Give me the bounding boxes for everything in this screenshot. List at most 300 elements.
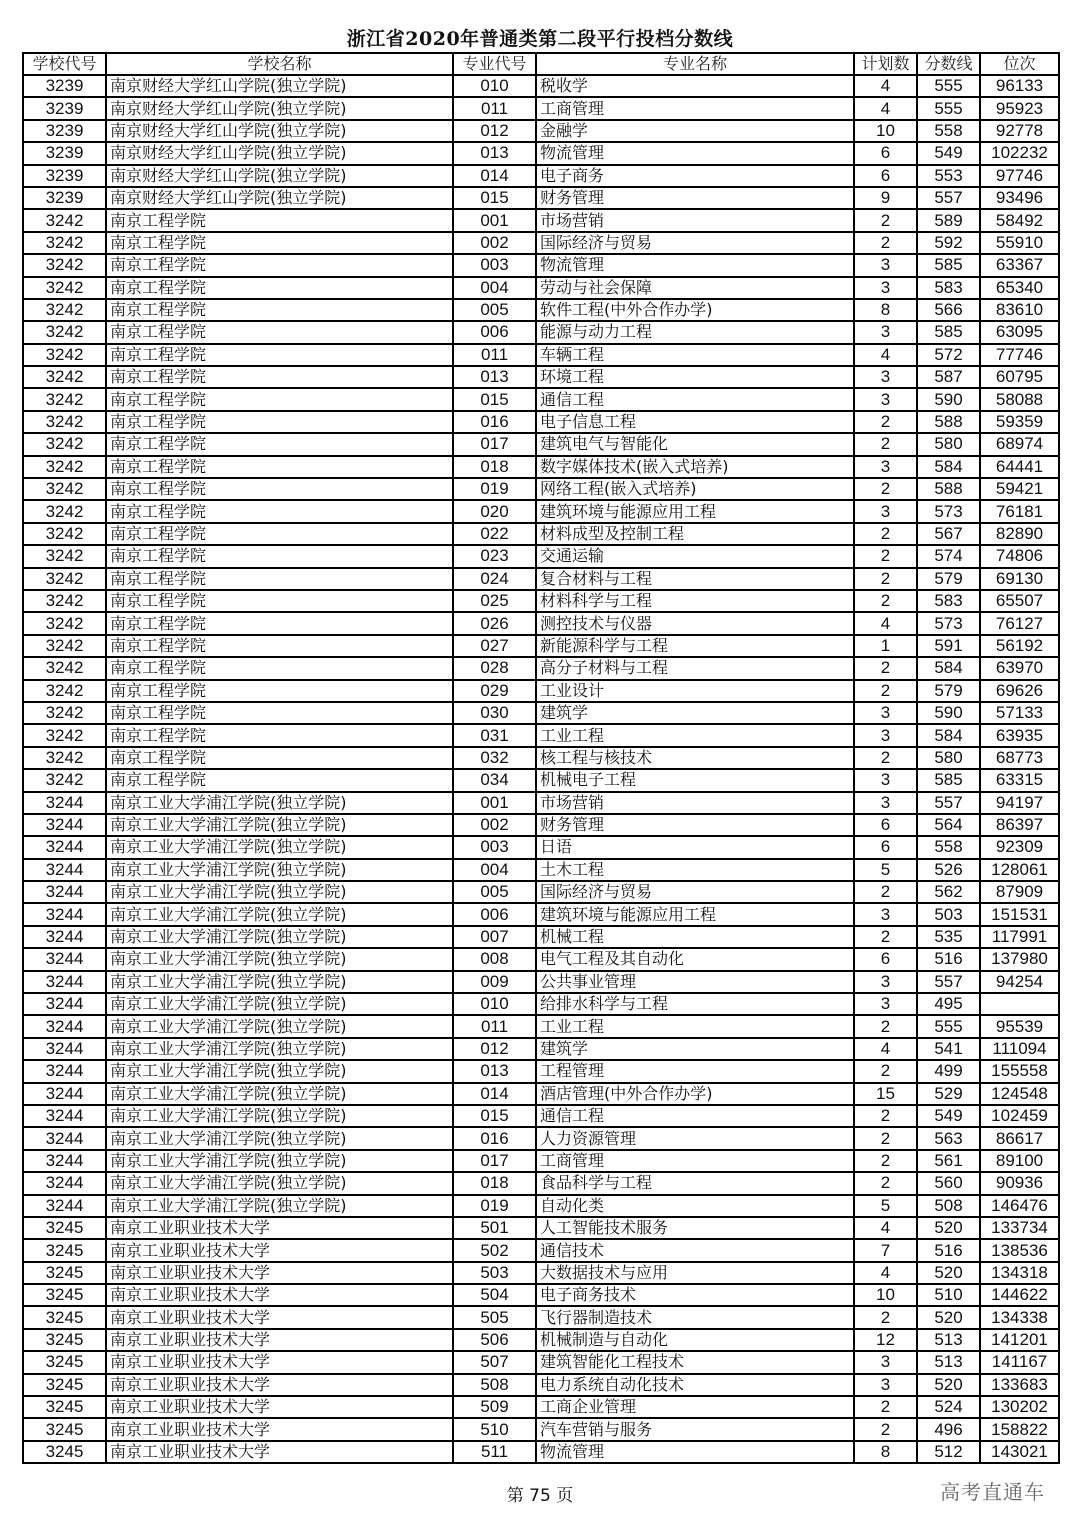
major-code-cell: 002 <box>453 814 536 836</box>
major-code-cell: 015 <box>453 1105 536 1127</box>
plan-count-cell: 4 <box>854 612 917 634</box>
plan-count-cell: 2 <box>854 881 917 903</box>
table-row <box>23 881 1059 903</box>
school-name-cell: 南京工业职业技术大学 <box>106 1418 453 1440</box>
major-code-cell: 003 <box>453 254 536 276</box>
plan-count-cell: 2 <box>854 478 917 500</box>
major-name-cell: 人力资源管理 <box>536 1127 854 1149</box>
score-line-cell: 524 <box>917 1396 980 1418</box>
rank-cell: 69130 <box>980 568 1059 590</box>
major-name-cell: 食品科学与工程 <box>536 1172 854 1194</box>
major-name-cell: 工程管理 <box>536 1060 854 1082</box>
table-row <box>23 165 1059 187</box>
table-row <box>23 277 1059 299</box>
major-name-cell: 公共事业管理 <box>536 971 854 993</box>
rank-cell: 92778 <box>980 120 1059 142</box>
major-code-cell: 006 <box>453 903 536 925</box>
school-code-cell: 3244 <box>23 792 106 814</box>
school-code-cell: 3242 <box>23 657 106 679</box>
school-name-cell: 南京工程学院 <box>106 590 453 612</box>
score-line-cell: 558 <box>917 836 980 858</box>
rank-cell: 137980 <box>980 948 1059 970</box>
school-name-cell: 南京工程学院 <box>106 209 453 231</box>
score-line-cell: 562 <box>917 881 980 903</box>
rank-cell: 58492 <box>980 209 1059 231</box>
school-name-cell: 南京工程学院 <box>106 388 453 410</box>
major-name-cell: 工商管理 <box>536 1150 854 1172</box>
major-code-cell: 005 <box>453 299 536 321</box>
major-code-cell: 007 <box>453 926 536 948</box>
school-code-cell: 3244 <box>23 814 106 836</box>
major-name-cell: 通信工程 <box>536 388 854 410</box>
major-code-cell: 032 <box>453 747 536 769</box>
school-name-cell: 南京工程学院 <box>106 321 453 343</box>
score-line-cell: 572 <box>917 344 980 366</box>
plan-count-cell: 2 <box>854 657 917 679</box>
school-name-cell: 南京工程学院 <box>106 433 453 455</box>
school-name-cell: 南京工程学院 <box>106 344 453 366</box>
table-row <box>23 1127 1059 1149</box>
school-name-cell: 南京工程学院 <box>106 747 453 769</box>
major-name-cell: 能源与动力工程 <box>536 321 854 343</box>
rank-cell: 130202 <box>980 1396 1059 1418</box>
major-name-cell: 金融学 <box>536 120 854 142</box>
school-name-cell: 南京工业职业技术大学 <box>106 1284 453 1306</box>
school-code-cell: 3242 <box>23 545 106 567</box>
plan-count-cell: 6 <box>854 948 917 970</box>
plan-count-cell: 2 <box>854 1306 917 1328</box>
school-name-cell: 南京工业职业技术大学 <box>106 1374 453 1396</box>
major-name-cell: 财务管理 <box>536 814 854 836</box>
rank-cell: 57133 <box>980 702 1059 724</box>
major-name-cell: 日语 <box>536 836 854 858</box>
major-name-cell: 电子信息工程 <box>536 411 854 433</box>
table-body <box>23 75 1059 1463</box>
school-name-cell: 南京工业大学浦江学院(独立学院) <box>106 792 453 814</box>
major-code-cell: 004 <box>453 277 536 299</box>
rank-cell: 63935 <box>980 724 1059 746</box>
plan-count-cell: 4 <box>854 1038 917 1060</box>
table-row <box>23 411 1059 433</box>
school-name-cell: 南京工程学院 <box>106 411 453 433</box>
score-line-cell: 585 <box>917 321 980 343</box>
table-row <box>23 366 1059 388</box>
score-line-cell: 508 <box>917 1195 980 1217</box>
rank-cell: 68974 <box>980 433 1059 455</box>
score-line-cell: 588 <box>917 478 980 500</box>
major-name-cell: 物流管理 <box>536 1441 854 1463</box>
score-line-cell: 560 <box>917 1172 980 1194</box>
score-line-cell: 510 <box>917 1284 980 1306</box>
major-code-cell: 023 <box>453 545 536 567</box>
school-code-cell: 3242 <box>23 612 106 634</box>
rank-cell: 146476 <box>980 1195 1059 1217</box>
table-row <box>23 993 1059 1015</box>
school-code-cell: 3239 <box>23 165 106 187</box>
major-name-cell: 飞行器制造技术 <box>536 1306 854 1328</box>
rank-cell: 59421 <box>980 478 1059 500</box>
major-name-cell: 机械电子工程 <box>536 769 854 791</box>
major-name-cell: 财务管理 <box>536 187 854 209</box>
major-name-cell: 高分子材料与工程 <box>536 657 854 679</box>
school-name-cell: 南京工程学院 <box>106 478 453 500</box>
score-line-cell: 561 <box>917 1150 980 1172</box>
school-code-cell: 3242 <box>23 702 106 724</box>
plan-count-cell: 3 <box>854 321 917 343</box>
school-code-cell: 3239 <box>23 75 106 97</box>
table-row <box>23 926 1059 948</box>
score-line-cell: 503 <box>917 903 980 925</box>
score-line-cell: 520 <box>917 1374 980 1396</box>
table-row <box>23 523 1059 545</box>
major-name-cell: 市场营销 <box>536 792 854 814</box>
plan-count-cell: 4 <box>854 1217 917 1239</box>
school-code-cell: 3242 <box>23 680 106 702</box>
rank-cell: 93496 <box>980 187 1059 209</box>
plan-count-cell: 2 <box>854 590 917 612</box>
school-name-cell: 南京工业大学浦江学院(独立学院) <box>106 1038 453 1060</box>
school-name-cell: 南京工业大学浦江学院(独立学院) <box>106 1083 453 1105</box>
plan-count-cell: 10 <box>854 1284 917 1306</box>
score-line-cell: 590 <box>917 702 980 724</box>
table-row <box>23 187 1059 209</box>
score-line-cell: 557 <box>917 971 980 993</box>
major-name-cell: 自动化类 <box>536 1195 854 1217</box>
plan-count-cell: 8 <box>854 1441 917 1463</box>
plan-count-cell: 2 <box>854 1418 917 1440</box>
rank-cell: 69626 <box>980 680 1059 702</box>
major-name-cell: 物流管理 <box>536 254 854 276</box>
rank-cell: 94254 <box>980 971 1059 993</box>
school-name-cell: 南京工业大学浦江学院(独立学院) <box>106 1172 453 1194</box>
plan-count-cell: 3 <box>854 971 917 993</box>
school-code-cell: 3242 <box>23 769 106 791</box>
table-row <box>23 1329 1059 1351</box>
score-line-cell: 592 <box>917 232 980 254</box>
table-row <box>23 232 1059 254</box>
table-row <box>23 299 1059 321</box>
table-row <box>23 545 1059 567</box>
score-line-cell: 566 <box>917 299 980 321</box>
score-line-cell: 553 <box>917 165 980 187</box>
school-code-cell: 3245 <box>23 1396 106 1418</box>
school-name-cell: 南京财经大学红山学院(独立学院) <box>106 75 453 97</box>
school-code-cell: 3242 <box>23 635 106 657</box>
rank-cell: 111094 <box>980 1038 1059 1060</box>
school-name-cell: 南京工程学院 <box>106 545 453 567</box>
school-name-cell: 南京工业大学浦江学院(独立学院) <box>106 1127 453 1149</box>
plan-count-cell: 2 <box>854 1060 917 1082</box>
school-name-cell: 南京工程学院 <box>106 500 453 522</box>
school-name-cell: 南京工程学院 <box>106 657 453 679</box>
major-code-cell: 511 <box>453 1441 536 1463</box>
school-code-cell: 3244 <box>23 1105 106 1127</box>
rank-cell: 95539 <box>980 1015 1059 1037</box>
major-code-cell: 031 <box>453 724 536 746</box>
rank-cell: 134338 <box>980 1306 1059 1328</box>
school-code-cell: 3244 <box>23 1015 106 1037</box>
table-row <box>23 1172 1059 1194</box>
plan-count-cell: 4 <box>854 344 917 366</box>
major-name-cell: 工业工程 <box>536 724 854 746</box>
table-row <box>23 344 1059 366</box>
school-code-cell: 3245 <box>23 1351 106 1373</box>
major-code-cell: 013 <box>453 366 536 388</box>
score-line-cell: 580 <box>917 747 980 769</box>
rank-cell: 56192 <box>980 635 1059 657</box>
school-name-cell: 南京工业大学浦江学院(独立学院) <box>106 903 453 925</box>
school-code-cell: 3244 <box>23 1060 106 1082</box>
plan-count-cell: 6 <box>854 814 917 836</box>
score-line-cell: 557 <box>917 187 980 209</box>
major-code-cell: 001 <box>453 209 536 231</box>
score-line-cell: 579 <box>917 568 980 590</box>
major-code-cell: 002 <box>453 232 536 254</box>
major-code-cell: 014 <box>453 165 536 187</box>
major-name-cell: 新能源科学与工程 <box>536 635 854 657</box>
major-code-cell: 015 <box>453 187 536 209</box>
plan-count-cell: 2 <box>854 1396 917 1418</box>
school-name-cell: 南京工程学院 <box>106 680 453 702</box>
plan-count-cell: 2 <box>854 747 917 769</box>
major-name-cell: 数字媒体技术(嵌入式培养) <box>536 456 854 478</box>
major-code-cell: 029 <box>453 680 536 702</box>
header-plan-count: 计划数 <box>854 53 917 75</box>
major-code-cell: 509 <box>453 1396 536 1418</box>
school-name-cell: 南京工业职业技术大学 <box>106 1396 453 1418</box>
school-code-cell: 3245 <box>23 1284 106 1306</box>
table-row <box>23 680 1059 702</box>
school-code-cell: 3244 <box>23 993 106 1015</box>
table-row <box>23 903 1059 925</box>
table-row <box>23 1374 1059 1396</box>
school-name-cell: 南京工程学院 <box>106 456 453 478</box>
table-row <box>23 1195 1059 1217</box>
plan-count-cell: 3 <box>854 277 917 299</box>
rank-cell: 65340 <box>980 277 1059 299</box>
plan-count-cell: 5 <box>854 859 917 881</box>
school-code-cell: 3239 <box>23 187 106 209</box>
major-code-cell: 034 <box>453 769 536 791</box>
rank-cell: 82890 <box>980 523 1059 545</box>
score-line-cell: 579 <box>917 680 980 702</box>
major-name-cell: 测控技术与仪器 <box>536 612 854 634</box>
table-row <box>23 209 1059 231</box>
school-name-cell: 南京工业大学浦江学院(独立学院) <box>106 881 453 903</box>
school-code-cell: 3242 <box>23 321 106 343</box>
major-code-cell: 014 <box>453 1083 536 1105</box>
table-row <box>23 97 1059 119</box>
score-line-cell: 573 <box>917 612 980 634</box>
major-code-cell: 503 <box>453 1262 536 1284</box>
rank-cell: 63095 <box>980 321 1059 343</box>
school-name-cell: 南京工业大学浦江学院(独立学院) <box>106 993 453 1015</box>
major-name-cell: 电子商务 <box>536 165 854 187</box>
major-name-cell: 车辆工程 <box>536 344 854 366</box>
score-line-cell: 585 <box>917 769 980 791</box>
school-name-cell: 南京财经大学红山学院(独立学院) <box>106 120 453 142</box>
rank-cell: 97746 <box>980 165 1059 187</box>
plan-count-cell: 5 <box>854 1195 917 1217</box>
score-line-cell: 535 <box>917 926 980 948</box>
major-code-cell: 003 <box>453 836 536 858</box>
school-code-cell: 3242 <box>23 277 106 299</box>
school-name-cell: 南京工业大学浦江学院(独立学院) <box>106 1105 453 1127</box>
score-line-cell: 564 <box>917 814 980 836</box>
plan-count-cell: 3 <box>854 702 917 724</box>
school-code-cell: 3242 <box>23 254 106 276</box>
table-row <box>23 1105 1059 1127</box>
school-name-cell: 南京财经大学红山学院(独立学院) <box>106 165 453 187</box>
table-row <box>23 747 1059 769</box>
score-line-cell: 520 <box>917 1217 980 1239</box>
rank-cell: 86617 <box>980 1127 1059 1149</box>
school-code-cell: 3244 <box>23 1172 106 1194</box>
school-name-cell: 南京工程学院 <box>106 299 453 321</box>
school-name-cell: 南京工程学院 <box>106 277 453 299</box>
major-name-cell: 建筑学 <box>536 702 854 724</box>
school-name-cell: 南京工业职业技术大学 <box>106 1306 453 1328</box>
plan-count-cell: 3 <box>854 500 917 522</box>
score-line-cell: 499 <box>917 1060 980 1082</box>
table-row <box>23 1239 1059 1261</box>
table-header-row <box>23 53 1059 75</box>
rank-cell: 65507 <box>980 590 1059 612</box>
rank-cell: 77746 <box>980 344 1059 366</box>
table-row <box>23 1351 1059 1373</box>
watermark: 高考直通车 <box>940 1480 1045 1504</box>
school-name-cell: 南京工业大学浦江学院(独立学院) <box>106 971 453 993</box>
score-line-cell: 512 <box>917 1441 980 1463</box>
table-row <box>23 456 1059 478</box>
table-row <box>23 142 1059 164</box>
table-row <box>23 254 1059 276</box>
rank-cell: 83610 <box>980 299 1059 321</box>
plan-count-cell: 3 <box>854 366 917 388</box>
header-school-name: 学校名称 <box>106 53 453 75</box>
score-line-cell: 583 <box>917 590 980 612</box>
school-name-cell: 南京工程学院 <box>106 523 453 545</box>
school-code-cell: 3242 <box>23 747 106 769</box>
major-code-cell: 009 <box>453 971 536 993</box>
school-name-cell: 南京工业大学浦江学院(独立学院) <box>106 836 453 858</box>
plan-count-cell: 2 <box>854 545 917 567</box>
table-row <box>23 1083 1059 1105</box>
major-name-cell: 材料成型及控制工程 <box>536 523 854 545</box>
score-line-cell: 591 <box>917 635 980 657</box>
score-line-cell: 589 <box>917 209 980 231</box>
major-name-cell: 工商管理 <box>536 97 854 119</box>
school-code-cell: 3244 <box>23 971 106 993</box>
plan-count-cell: 10 <box>854 120 917 142</box>
rank-cell: 74806 <box>980 545 1059 567</box>
major-code-cell: 019 <box>453 1195 536 1217</box>
score-line-cell: 584 <box>917 724 980 746</box>
score-line-cell: 580 <box>917 433 980 455</box>
table-row <box>23 657 1059 679</box>
plan-count-cell: 2 <box>854 523 917 545</box>
major-code-cell: 010 <box>453 75 536 97</box>
major-name-cell: 国际经济与贸易 <box>536 232 854 254</box>
rank-cell: 133683 <box>980 1374 1059 1396</box>
plan-count-cell: 4 <box>854 75 917 97</box>
plan-count-cell: 3 <box>854 1351 917 1373</box>
table-row <box>23 792 1059 814</box>
rank-cell: 55910 <box>980 232 1059 254</box>
header-major-code: 专业代号 <box>453 53 536 75</box>
major-name-cell: 人工智能技术服务 <box>536 1217 854 1239</box>
header-rank: 位次 <box>980 53 1059 75</box>
table-row <box>23 859 1059 881</box>
school-name-cell: 南京工业大学浦江学院(独立学院) <box>106 1195 453 1217</box>
table-row <box>23 590 1059 612</box>
school-code-cell: 3242 <box>23 523 106 545</box>
school-name-cell: 南京工业职业技术大学 <box>106 1441 453 1463</box>
major-code-cell: 025 <box>453 590 536 612</box>
major-code-cell: 016 <box>453 1127 536 1149</box>
major-code-cell: 005 <box>453 881 536 903</box>
rank-cell: 158822 <box>980 1418 1059 1440</box>
score-line-cell: 549 <box>917 142 980 164</box>
plan-count-cell: 12 <box>854 1329 917 1351</box>
major-code-cell: 018 <box>453 456 536 478</box>
table-row <box>23 769 1059 791</box>
score-line-cell: 520 <box>917 1262 980 1284</box>
rank-cell: 63315 <box>980 769 1059 791</box>
table-row <box>23 478 1059 500</box>
major-name-cell: 给排水科学与工程 <box>536 993 854 1015</box>
plan-count-cell: 3 <box>854 993 917 1015</box>
school-code-cell: 3242 <box>23 344 106 366</box>
major-code-cell: 508 <box>453 1374 536 1396</box>
major-name-cell: 核工程与核技术 <box>536 747 854 769</box>
rank-cell: 76181 <box>980 500 1059 522</box>
rank-cell: 133734 <box>980 1217 1059 1239</box>
school-name-cell: 南京工业大学浦江学院(独立学院) <box>106 814 453 836</box>
rank-cell: 102459 <box>980 1105 1059 1127</box>
school-name-cell: 南京工业职业技术大学 <box>106 1217 453 1239</box>
plan-count-cell: 3 <box>854 903 917 925</box>
score-line-cell: 513 <box>917 1329 980 1351</box>
school-name-cell: 南京工业大学浦江学院(独立学院) <box>106 926 453 948</box>
school-name-cell: 南京工业大学浦江学院(独立学院) <box>106 948 453 970</box>
school-code-cell: 3244 <box>23 926 106 948</box>
rank-cell: 63367 <box>980 254 1059 276</box>
table-row <box>23 724 1059 746</box>
score-line-cell: 555 <box>917 1015 980 1037</box>
table-row <box>23 75 1059 97</box>
rank-cell: 86397 <box>980 814 1059 836</box>
rank-cell: 64441 <box>980 456 1059 478</box>
school-name-cell: 南京工程学院 <box>106 568 453 590</box>
header-score-line: 分数线 <box>917 53 980 75</box>
table-row <box>23 1038 1059 1060</box>
school-code-cell: 3245 <box>23 1418 106 1440</box>
score-line-cell: 555 <box>917 97 980 119</box>
major-name-cell: 劳动与社会保障 <box>536 277 854 299</box>
rank-cell: 94197 <box>980 792 1059 814</box>
rank-cell: 141201 <box>980 1329 1059 1351</box>
major-name-cell: 网络工程(嵌入式培养) <box>536 478 854 500</box>
rank-cell: 141167 <box>980 1351 1059 1373</box>
score-line-cell: 585 <box>917 254 980 276</box>
school-name-cell: 南京工业职业技术大学 <box>106 1351 453 1373</box>
major-name-cell: 国际经济与贸易 <box>536 881 854 903</box>
school-code-cell: 3245 <box>23 1374 106 1396</box>
school-code-cell: 3242 <box>23 568 106 590</box>
plan-count-cell: 2 <box>854 1015 917 1037</box>
major-name-cell: 物流管理 <box>536 142 854 164</box>
